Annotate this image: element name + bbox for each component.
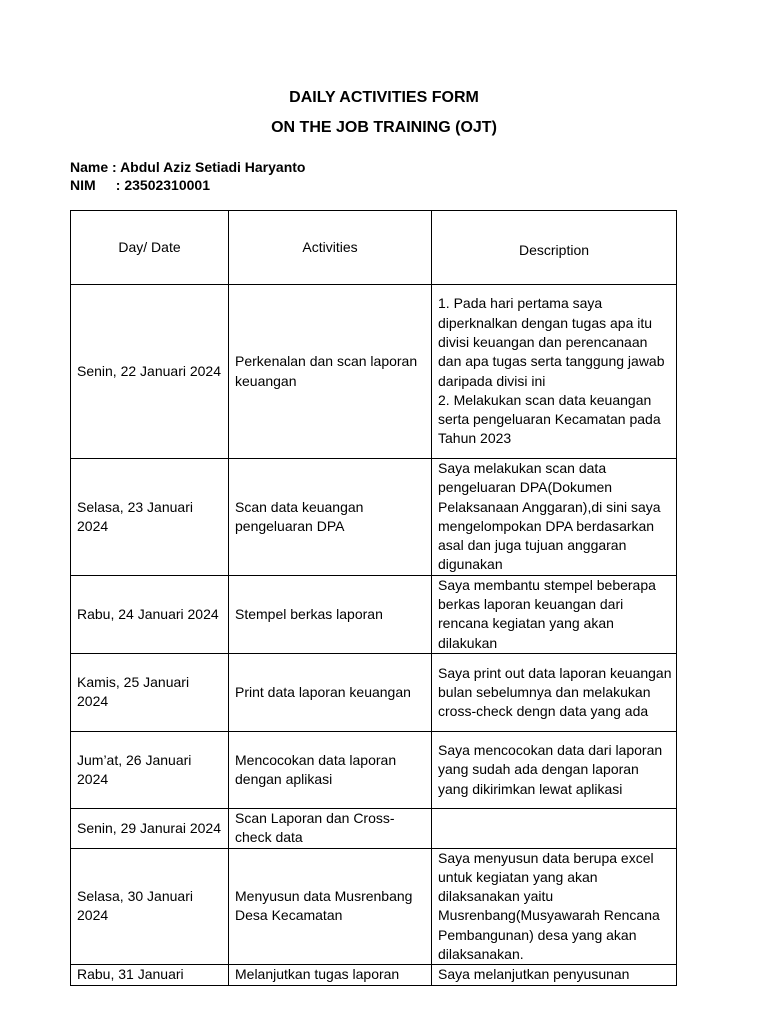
- table-row: [71, 848, 677, 965]
- description-cell: [432, 808, 677, 848]
- student-nim: [70, 177, 210, 194]
- form-subtitle: ON THE JOB TRAINING (OJT): [271, 119, 497, 136]
- description-line: Saya melanjutkan penyusunan: [438, 966, 630, 983]
- nim-label: NIM: [70, 177, 96, 193]
- date-cell: Selasa, 23 Januari 2024: [71, 459, 229, 576]
- activity-cell: Scan data keuangan pengeluaran DPA: [229, 459, 432, 576]
- nim-value: 23502310001: [124, 177, 210, 193]
- description-line: 2. Melakukan scan data keuangan serta pengeluaran Kecamatan pada Tahun 2023: [438, 391, 661, 447]
- activity-cell: Melanjutkan tugas laporan: [229, 965, 432, 985]
- header-row: [71, 211, 677, 285]
- table-row: [71, 965, 677, 985]
- description-line: Saya menyusun data berupa excel untuk kegiatan yang akan dilaksanakan yaitu Musrenbang(Musyawarah Rencana Pembangunan) desa yang akan dilaksanakan.: [438, 849, 660, 963]
- header-description: Description: [432, 211, 677, 285]
- date-cell: Kamis, 25 Januari 2024: [71, 653, 229, 731]
- table-row: [71, 575, 677, 653]
- header-day-date: Day/ Date: [71, 211, 229, 285]
- table-row: [71, 459, 677, 576]
- description-line: Saya melakukan scan data pengeluaran DPA(Dokumen Pelaksanaan Anggaran),di sini saya mengelompokan DPA berdasarkan asal dan juga tujuan anggaran digunakan: [438, 460, 661, 573]
- date-cell: Rabu, 24 Januari 2024: [71, 575, 229, 653]
- activities-table: [70, 210, 677, 986]
- table-row: [71, 285, 677, 459]
- form-title: DAILY ACTIVITIES FORM: [289, 89, 479, 106]
- date-cell: Senin, 22 Januari 2024: [71, 285, 229, 459]
- activity-cell: Mencocokan data laporan dengan aplikasi: [229, 731, 432, 808]
- header-activities: Activities: [229, 211, 432, 285]
- date-cell: Selasa, 30 Januari 2024: [71, 848, 229, 965]
- student-name: [70, 159, 305, 176]
- description-cell: [432, 653, 677, 731]
- table-row: [71, 653, 677, 731]
- table-row: [71, 808, 677, 848]
- table-row: [71, 731, 677, 808]
- description-line: Saya membantu stempel beberapa berkas laporan keuangan dari rencana kegiatan yang akan dilakukan: [438, 576, 656, 651]
- nim-separator: :: [108, 177, 125, 193]
- description-cell: [432, 731, 677, 808]
- activity-cell: Scan Laporan dan Cross-check data: [229, 808, 432, 848]
- description-cell: [432, 459, 677, 576]
- activity-cell: Menyusun data Musrenbang Desa Kecamatan: [229, 848, 432, 965]
- name-value: Abdul Aziz Setiadi Haryanto: [120, 159, 306, 175]
- description-cell: [432, 575, 677, 653]
- activity-cell: Perkenalan dan scan laporan keuangan: [229, 285, 432, 459]
- description-line: Saya mencocokan data dari laporan yang sudah ada dengan laporan yang dikirimkan lewat aplikasi: [438, 742, 663, 797]
- date-cell: Senin, 29 Janurai 2024: [71, 808, 229, 848]
- description-cell: [432, 848, 677, 965]
- description-line: 1. Pada hari pertama saya diperknalkan dengan tugas apa itu divisi keuangan dan perencanaan dan apa tugas serta tanggung jawab daripada divisi ini: [438, 295, 665, 389]
- date-cell: Jum’at, 26 Januari 2024: [71, 731, 229, 808]
- description-cell: [432, 285, 677, 459]
- description-line: Saya print out data laporan keuangan bulan sebelumnya dan melakukan cross-check dengn data yang ada: [438, 664, 672, 720]
- date-cell: Rabu, 31 Januari: [71, 965, 229, 985]
- description-cell: [432, 965, 677, 985]
- activity-cell: Print data laporan keuangan: [229, 653, 432, 731]
- activity-cell: Stempel berkas laporan: [229, 575, 432, 653]
- name-label: Name :: [70, 159, 121, 175]
